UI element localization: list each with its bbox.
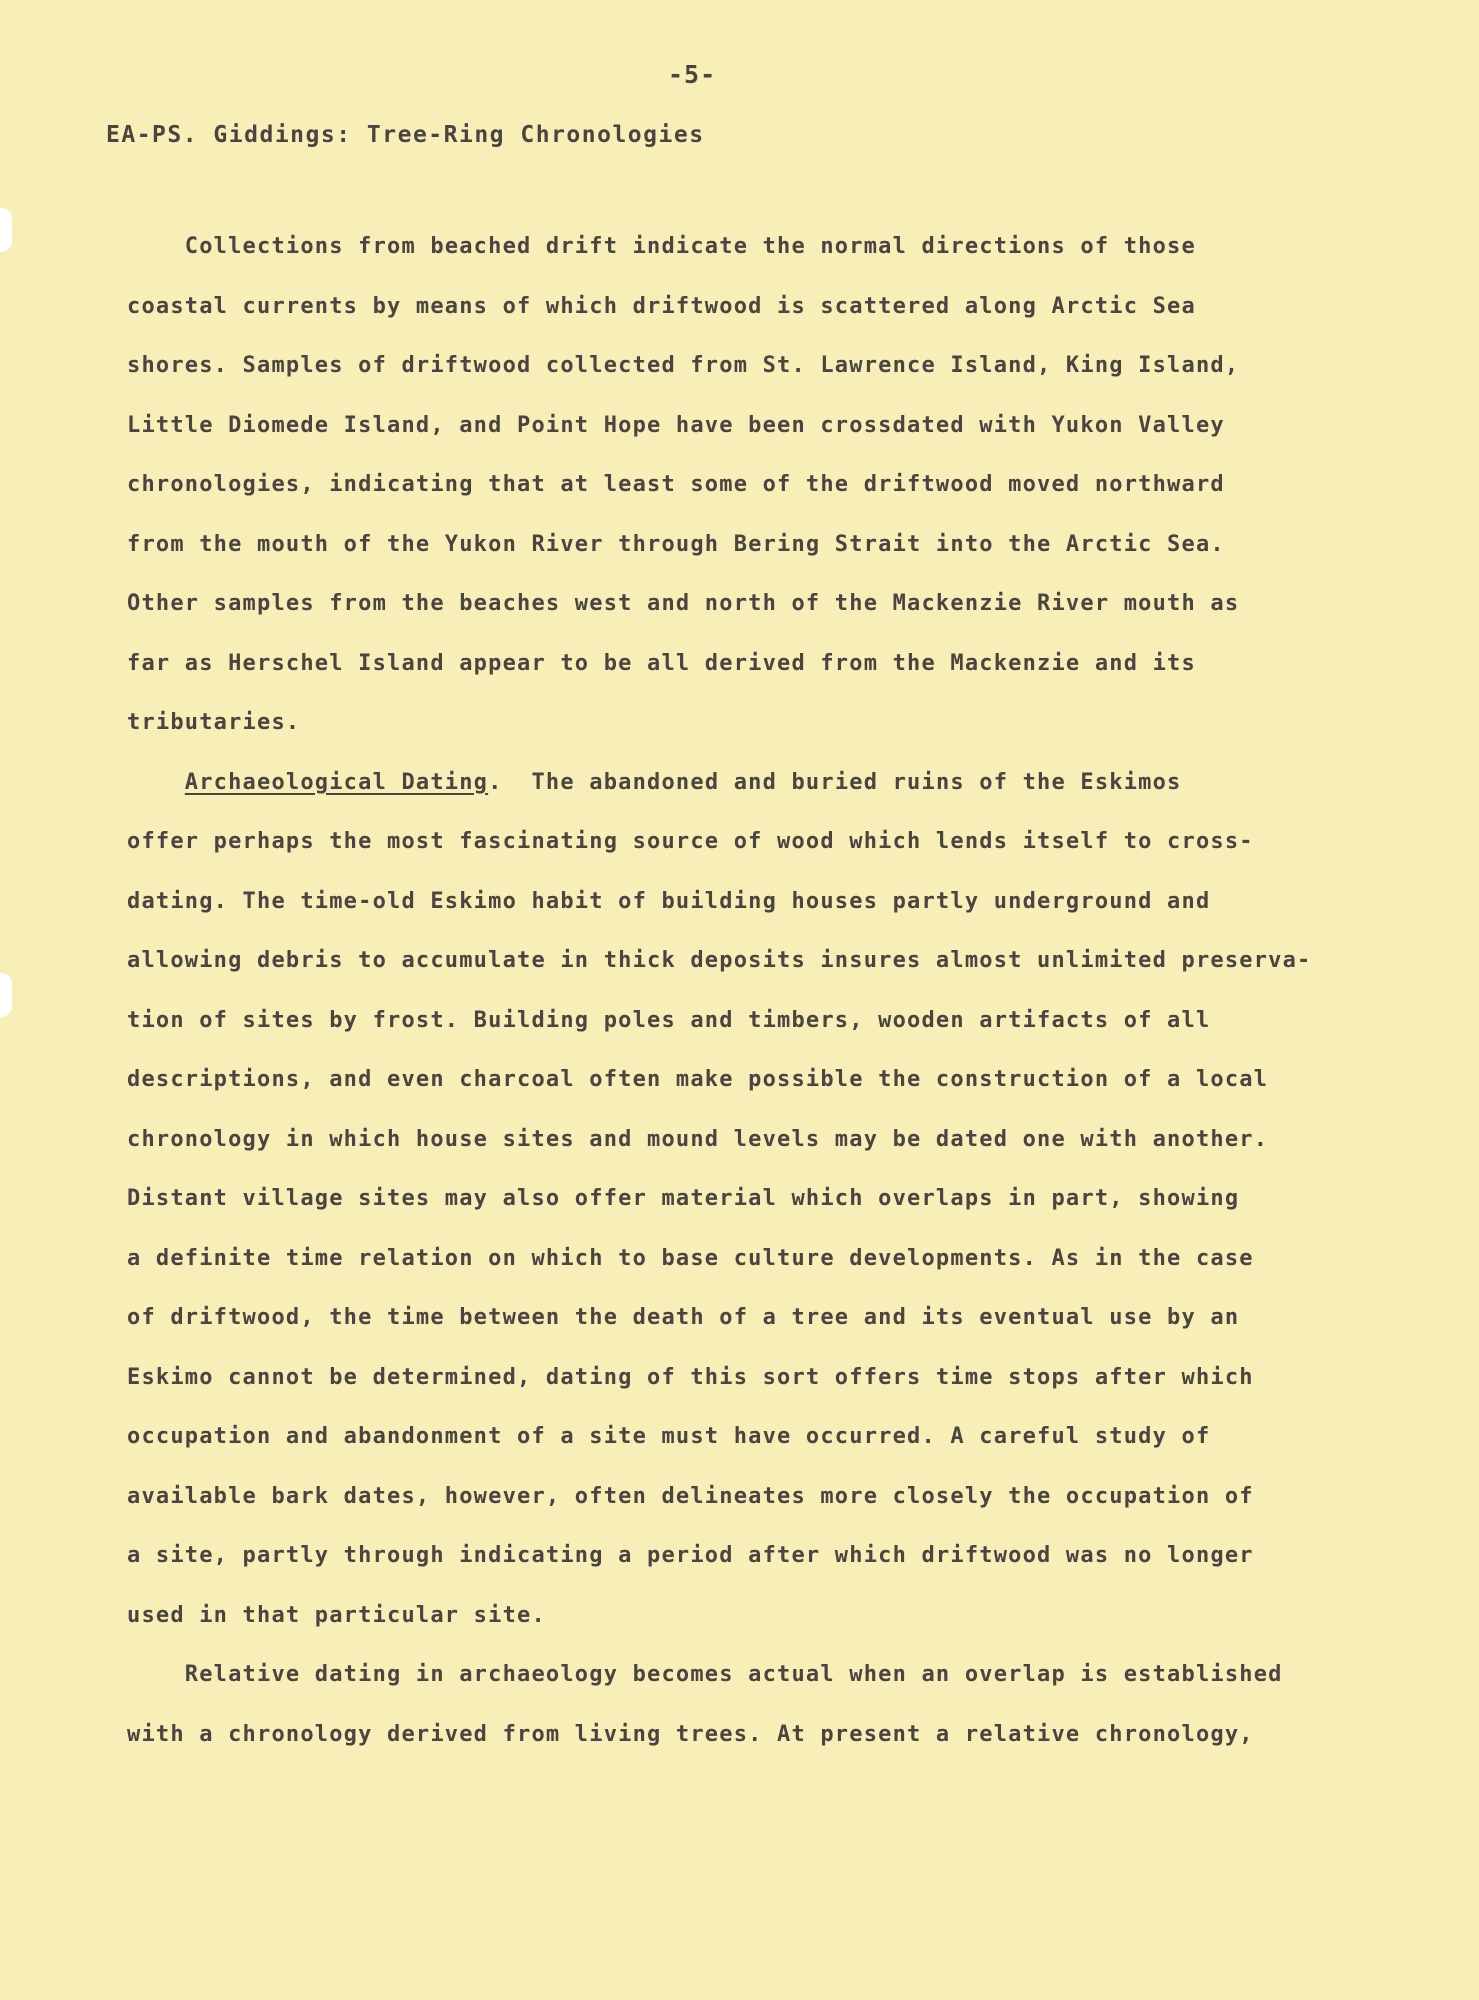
text-line: from the mouth of the Yukon River through Bering Strait into the Arctic Sea. bbox=[127, 531, 1225, 557]
running-header: EA-PS. Giddings: Tree-Ring Chronologies bbox=[106, 122, 705, 148]
paragraph-indent bbox=[127, 770, 185, 795]
text-line: tributaries. bbox=[127, 710, 301, 735]
text-line: chronology in which house sites and mound levels may be dated one with another. bbox=[127, 1126, 1269, 1152]
text-line: descriptions, and even charcoal often make possible the construction of a local bbox=[127, 1067, 1269, 1092]
text-line: allowing debris to accumulate in thick deposits insures almost unlimited preserva- bbox=[127, 948, 1312, 973]
text-line: of driftwood, the time between the death of a tree and its eventual use by an bbox=[127, 1305, 1240, 1330]
page-number: -5- bbox=[668, 60, 717, 89]
text-line-section-heading bbox=[127, 768, 1377, 828]
text-line: offer perhaps the most fascinating source of wood which lends itself to cross- bbox=[127, 829, 1254, 854]
text-line: Little Diomede Island, and Point Hope have been crossdated with Yukon Valley bbox=[127, 412, 1225, 438]
text-line: available bark dates, however, often delineates more closely the occupation of bbox=[127, 1483, 1254, 1509]
punch-hole-bottom bbox=[0, 973, 12, 1017]
text-line: a definite time relation on which to base culture developments. As in the case bbox=[127, 1245, 1254, 1271]
text-line: coastal currents by means of which driftwood is scattered along Arctic Sea bbox=[127, 293, 1196, 319]
text-line: with a chronology derived from living trees. At present a relative chronology, bbox=[127, 1721, 1254, 1747]
text-line: far as Herschel Island appear to be all derived from the Mackenzie and its bbox=[127, 650, 1196, 676]
text-line: occupation and abandonment of a site must have occurred. A careful study of bbox=[127, 1424, 1211, 1449]
text-line: Eskimo cannot be determined, dating of this sort offers time stops after which bbox=[127, 1364, 1254, 1390]
text-line: chronologies, indicating that at least some of the driftwood moved northward bbox=[127, 472, 1225, 497]
body-text bbox=[127, 232, 1377, 1779]
punch-hole-top bbox=[0, 208, 12, 252]
text-line: Distant village sites may also offer material which overlaps in part, showing bbox=[127, 1186, 1240, 1211]
text-line: a site, partly through indicating a period after which driftwood was no longer bbox=[127, 1543, 1254, 1568]
text-line: tion of sites by frost. Building poles and timbers, wooden artifacts of all bbox=[127, 1007, 1211, 1033]
text-line: shores. Samples of driftwood collected from St. Lawrence Island, King Island, bbox=[127, 353, 1240, 378]
text-line: dating. The time-old Eskimo habit of building houses partly underground and bbox=[127, 888, 1211, 914]
section-heading: Archaeological Dating bbox=[184, 769, 489, 795]
text-line: Other samples from the beaches west and north of the Mackenzie River mouth as bbox=[127, 591, 1240, 616]
heading-line-rest: . The abandoned and buried ruins of the Eskimos bbox=[488, 769, 1182, 795]
text-line: Relative dating in archaeology becomes actual when an overlap is established bbox=[127, 1662, 1283, 1687]
text-line: Collections from beached drift indicate the normal directions of those bbox=[127, 234, 1196, 259]
text-line: used in that particular site. bbox=[127, 1602, 546, 1628]
